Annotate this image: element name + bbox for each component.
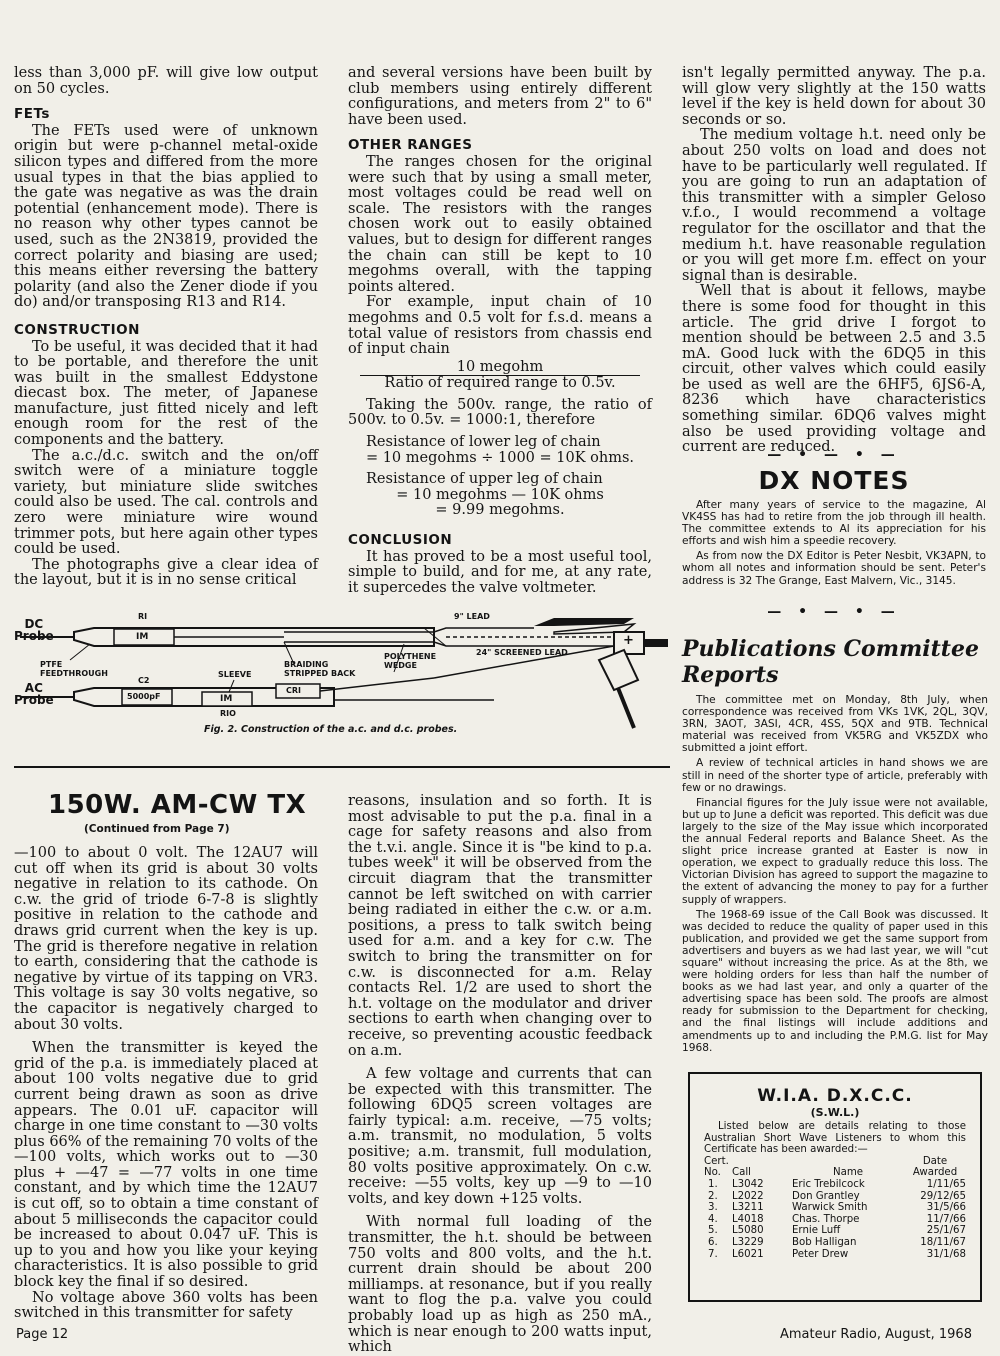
header-text: Awarded — [912, 1167, 958, 1179]
name-cell: Chas. Thorpe — [792, 1213, 860, 1225]
page-number: Page 12 — [16, 1327, 69, 1342]
paragraph: A few voltage and currents that can be expected with this transmitter. The following 6DQ5 screen voltages are fairly typical: a.m. receive, —75 volts; a.m. transmit, no modulation, 5 volts positive; a.m. transmit, full modulation, 80 volts positive approximately. On c.w. receive: —55 volts, key up —9 to —10 volts, and key down +125 volts. — [348, 1066, 652, 1207]
paragraph: To be useful, it was decided that it had to be portable, and therefore the unit was built in the smallest Eddystone diecast box. The meter, of Japanese manufacture, just fitted nicely and left enough room for the rest of the components and the battery. — [14, 338, 318, 449]
label-ptfe — [40, 660, 108, 678]
equation-line: = 10 megohms ÷ 1000 = 10K ohms. — [365, 449, 635, 466]
article-column-1 — [14, 846, 318, 1322]
paragraph: The committee met on Monday, 8th July, when correspondence was received from VKs 1VK, 2QL, 3QV, 3RN, 3AOT, 3ASI, 4CR, 4SS, 5QX and 9TB. Technical material was received from VK5RG and VK5ZDX who submitted a joint effort. — [682, 694, 988, 755]
paragraph: isn't legally permitted anyway. The p.a. will glow very slightly at the 150 watts level if the key is held down for about 30 seconds or so. — [682, 65, 986, 128]
paragraph: The photographs give a clear idea of the layout, but it is in no sense critical — [14, 556, 318, 589]
column-3 — [682, 66, 986, 456]
paragraph: Well that is about it fellows, maybe there is some food for thought in this article. The grid drive I forgot to mention should be between 2.5 and 3.5 mA. Good luck with the 6DQ5 in this circuit, other valves which could easily be used as well are the 6HF5, 6JS6-A, 8236 which have characteristics something similar. 6DQ6 valves might also be used providing voltage and current are reduced. — [682, 283, 986, 456]
cert-number-cell: 5. — [708, 1225, 718, 1237]
date-cell: 18/11/67 — [920, 1236, 966, 1248]
equation-upper-leg — [348, 472, 652, 519]
section-heading-other-ranges: OTHER RANGES — [348, 137, 473, 154]
table-row — [704, 1249, 966, 1261]
name-cell: Ernie Luff — [792, 1225, 841, 1237]
name-cell: Warwick Smith — [792, 1202, 868, 1214]
cert-number-cell: 6. — [708, 1236, 718, 1248]
call-cell: L3042 — [732, 1178, 764, 1190]
label-text: WEDGE — [384, 661, 417, 670]
fraction-numerator: 10 megohm — [456, 358, 544, 375]
label-9-lead: 9" LEAD — [454, 612, 490, 621]
article-title: 150W. AM-CW TX — [48, 790, 307, 820]
label-plus: + — [623, 633, 634, 648]
table-header — [704, 1156, 966, 1179]
cert-number-cell: 2. — [708, 1190, 718, 1202]
equation-lower-leg — [348, 435, 652, 466]
equation-line: = 9.99 megohms. — [435, 502, 565, 519]
label-r10: RIO — [220, 709, 236, 718]
label-text: Probe — [14, 693, 54, 707]
paragraph: As from now the DX Editor is Peter Nesbit, VK3APN, to whom all notes and information should be sent. Peter's address is 32 The Grange, East Malvern, Vic., 3145. — [682, 550, 986, 587]
dxcc-table — [704, 1156, 966, 1260]
dxcc-subtitle: (S.W.L.) — [810, 1106, 860, 1119]
label-r1-value: IM — [136, 632, 149, 642]
date-cell: 31/5/66 — [926, 1202, 966, 1214]
fraction-denominator: Ratio of required range to 0.5v. — [360, 375, 640, 392]
equation-line: = 10 megohms — 10K ohms — [396, 486, 604, 503]
cert-number-cell: 3. — [708, 1202, 718, 1214]
paragraph: With normal full loading of the transmitter, the h.t. should be between 750 volts and 800 volts, and the h.t. current drain should be about 200 milliamps. at resonance, but if you really want to flog the p.a. valve you could probably load up as high as 250 mA., which is near enough to 200 watts input, which — [348, 1214, 652, 1356]
dxcc-intro: Listed below are details relating to those Australian Short Wave Listeners to whom this Certificate has been awarded:— — [704, 1121, 966, 1156]
figure-caption: Fig. 2. Construction of the a.c. and d.c. probes. — [204, 724, 458, 735]
label-text: DC — [24, 617, 44, 631]
equation-line: Resistance of lower leg of chain — [366, 434, 601, 451]
paragraph: reasons, insulation and so forth. It is most advisable to put the p.a. final in a cage for safety reasons and also from the t.v.i. angle. Since it is "be kind to p.a. tubes week" it will be observed from the circuit diagram that the transmitter cannot be left switched on with carrier being radiated in either the c.w. or a.m. positions, a press to talk switch being used for a.m. and a key for c.w. The switch to bring the transmitter on for c.w. is disconnected for a.m. Relay contacts Rel. 1/2 are used to short the h.t. voltage on the modulator and driver sections to earth when changing over to receive, so preventing acoustic feedback on a.m. — [348, 793, 652, 1059]
figure-probes — [14, 588, 678, 748]
table-row — [704, 1179, 966, 1191]
table-row — [704, 1237, 966, 1249]
header-cert — [704, 1156, 732, 1179]
name-cell: Bob Halligan — [792, 1236, 857, 1248]
header-name: Name — [832, 1167, 864, 1179]
call-cell: L5080 — [732, 1225, 764, 1237]
label-screened-lead: 24" SCREENED LEAD — [476, 648, 568, 657]
label-text: PTFE — [40, 660, 63, 669]
dxcc-box — [688, 1072, 982, 1302]
table-row — [704, 1214, 966, 1226]
paragraph: The ranges chosen for the original were such that by using a small meter, most voltages could be read well on scale. The resistors with the ranges chosen work out to easily obtained values, but to design for different ranges the chain can still be kept to 10 megohms overall, with the tapping points altered. — [348, 153, 652, 295]
label-text: FEEDTHROUGH — [40, 669, 108, 678]
header-text: Date — [922, 1155, 948, 1167]
publications-title: Publications Committee Reports — [682, 636, 979, 688]
paragraph: The 1968-69 issue of the Call Book was discussed. It was decided to reduce the quality of paper used in this publication, and provided we get the same support from advertisers and buyers as we had last year, we will "cut square" without increasing the price. As at the 8th, we were holding orders for less than half the number of books as we had last year, and only a quarter of the advertising space has been sold. The proofs are almost ready for submission to the Department for checking, and the final listings will include additions and amendments up to and including the P.M.G. list for May 1968. — [682, 908, 988, 1054]
column-1 — [14, 66, 318, 589]
paragraph: When the transmitter is keyed the grid of the p.a. is immediately placed at about 100 volts negative due to grid current being drawn as soon as drive appears. The 0.01 uF. capacitor will charge in one time constant to —30 volts plus 66% of the remaining 70 volts of the —100 volts, which works out to —30 plus + —47 = —77 volts in one time constant, and by which time the 12AU7 is cut off, so to obtain a time constant of about 5 milliseconds the capacitor could be increased to about 0.047 uF. This is up to you and how you like your keying characteristics. It is also possible to grid block key the final if so desired. — [14, 1040, 318, 1291]
cert-number-cell: 7. — [708, 1248, 718, 1260]
cert-number-cell: 4. — [708, 1213, 718, 1225]
date-cell: 29/12/65 — [920, 1190, 966, 1202]
paragraph: —100 to about 0 volt. The 12AU7 will cut off when its grid is about 30 volts negative in relation to its cathode. On c.w. the grid of triode 6-7-8 is slightly positive in relation to the cathode and draws grid current when the key is up. The grid is therefore negative in relation to earth, considering that the cathode is negative by virtue of its tapping on VR3. This voltage is say 30 volts negative, so the capacitor is negatively charged to about 30 volts. — [14, 845, 318, 1033]
equation-line: Resistance of upper leg of chain — [366, 471, 603, 488]
call-cell: L6021 — [732, 1248, 764, 1260]
label-ac-probe — [14, 682, 54, 706]
name-cell: Peter Drew — [792, 1248, 849, 1260]
paragraph: A review of technical articles in hand shows we are still in need of the shorter type of article, preferably with few or no drawings. — [682, 757, 988, 794]
section-divider — [14, 766, 670, 768]
publications-body — [682, 694, 988, 1054]
date-cell: 25/1/67 — [926, 1225, 966, 1237]
call-cell: L4018 — [732, 1213, 764, 1225]
paragraph: After many years of service to the magazine, Al VK4SS has had to retire from the job through ill health. The committee extends to Al its appreciation for his efforts and wish him a speedie recovery. — [682, 499, 986, 548]
section-heading-conclusion: CONCLUSION — [348, 532, 453, 549]
paragraph: and several versions have been built by club members using entirely different configurations, and meters from 2" to 6" have been used. — [348, 65, 652, 128]
header-date — [904, 1156, 966, 1179]
call-cell: L3229 — [732, 1236, 764, 1248]
paragraph: Financial figures for the July issue were not available, but up to June a deficit was reported. This deficit was due largely to the size of the May issue which incorporated the annual Federal reports and Balance Sheet. As the slight price increase granted at Easter is now in operation, we expect to gradually reduce this loss. The Victorian Division has agreed to support the magazine to the extent of advancing the money to pay for a further supply of wrappers. — [682, 796, 988, 906]
section-heading-fets: FETs — [14, 106, 50, 123]
publications-section — [682, 636, 988, 1057]
label-c2: C2 — [138, 676, 150, 685]
call-cell: L3211 — [732, 1202, 764, 1214]
label-c2-value: 5000pF — [127, 692, 161, 701]
section-separator: — • — • — — [767, 604, 901, 620]
header-text: No. — [704, 1167, 721, 1179]
magazine-issue: Amateur Radio, August, 1968 — [780, 1327, 972, 1342]
date-cell: 31/1/68 — [926, 1248, 966, 1260]
dx-notes-body — [682, 499, 986, 587]
paragraph: Taking the 500v. range, the ratio of 500v. to 0.5v. = 1000:1, therefore — [348, 396, 652, 429]
formula-fraction — [348, 360, 652, 392]
article-continued: (Continued from Page 7) — [84, 823, 230, 835]
label-text: BRAIDING — [284, 660, 329, 669]
label-sleeve: SLEEVE — [218, 670, 252, 679]
label-braiding — [284, 660, 355, 678]
section-heading-construction: CONSTRUCTION — [14, 321, 140, 338]
dxcc-title: W.I.A. D.X.C.C. — [757, 1086, 913, 1106]
table-row — [704, 1191, 966, 1203]
name-cell: Eric Trebilcock — [792, 1178, 865, 1190]
label-text: AC — [24, 681, 43, 695]
paragraph: The FETs used were of unknown origin but were p-channel metal-oxide silicon types and differed from the more usual types in that the bias applied to the gate was negative as was the drain potential (enhancement mode). There is no reason why other types cannot be used, such as the 2N3819, provided the correct polarity and biasing are used; this means either reversing the battery polarity (and also the Zener diode if you do) and/or transposing R13 and R14. — [14, 122, 318, 311]
paragraph: The medium voltage h.t. need only be about 250 volts on load and does not have to be particularly well regulated. If you are going to run an adaptation of this transmitter with a simpler Geloso v.f.o., I would recommend a voltage regulator for the oscillator and that the medium h.t. have reasonable regulation or you will get more f.m. effect on your signal than is desirable. — [682, 127, 986, 284]
column-2 — [348, 66, 652, 596]
date-cell: 11/7/66 — [926, 1213, 966, 1225]
label-r1: RI — [138, 612, 148, 621]
cert-number-cell: 1. — [708, 1178, 718, 1190]
paragraph: It has proved to be a most useful tool, simple to build, and for me, at any rate, it supercedes the valve voltmeter. — [348, 548, 652, 596]
header-call: Call — [732, 1167, 752, 1179]
label-polythene — [384, 652, 436, 670]
label-r10-value: IM — [220, 694, 233, 704]
table-row — [704, 1202, 966, 1214]
name-cell: Don Grantley — [792, 1190, 860, 1202]
label-text: STRIPPED BACK — [284, 669, 356, 678]
article-column-2 — [348, 794, 652, 1356]
date-cell: 1/11/65 — [926, 1178, 966, 1190]
paragraph: No voltage above 360 volts has been switched in this transmitter for safety — [14, 1289, 318, 1322]
paragraph: The a.c./d.c. switch and the on/off switch were of a miniature toggle variety, but miniature slide switches could also be used. The cal. controls and zero were miniature wire wound trimmer pots, but here again other types could be used. — [14, 447, 318, 558]
label-dc-probe — [14, 618, 54, 642]
label-cr1: CRI — [286, 686, 302, 695]
paragraph: less than 3,000 pF. will give low output on 50 cycles. — [14, 65, 318, 97]
label-text: Probe — [14, 629, 54, 643]
dx-notes-title: DX NOTES — [758, 466, 910, 495]
label-text: POLYTHENE — [384, 652, 437, 661]
call-cell: L2022 — [732, 1190, 764, 1202]
dx-notes-section — [682, 466, 986, 590]
header-text: Cert. — [704, 1155, 729, 1167]
paragraph: For example, input chain of 10 megohms and 0.5 volt for f.s.d. means a total value of resistors from chassis end of input chain — [348, 294, 652, 358]
table-row — [704, 1225, 966, 1237]
section-separator: — • — • — — [767, 447, 901, 463]
